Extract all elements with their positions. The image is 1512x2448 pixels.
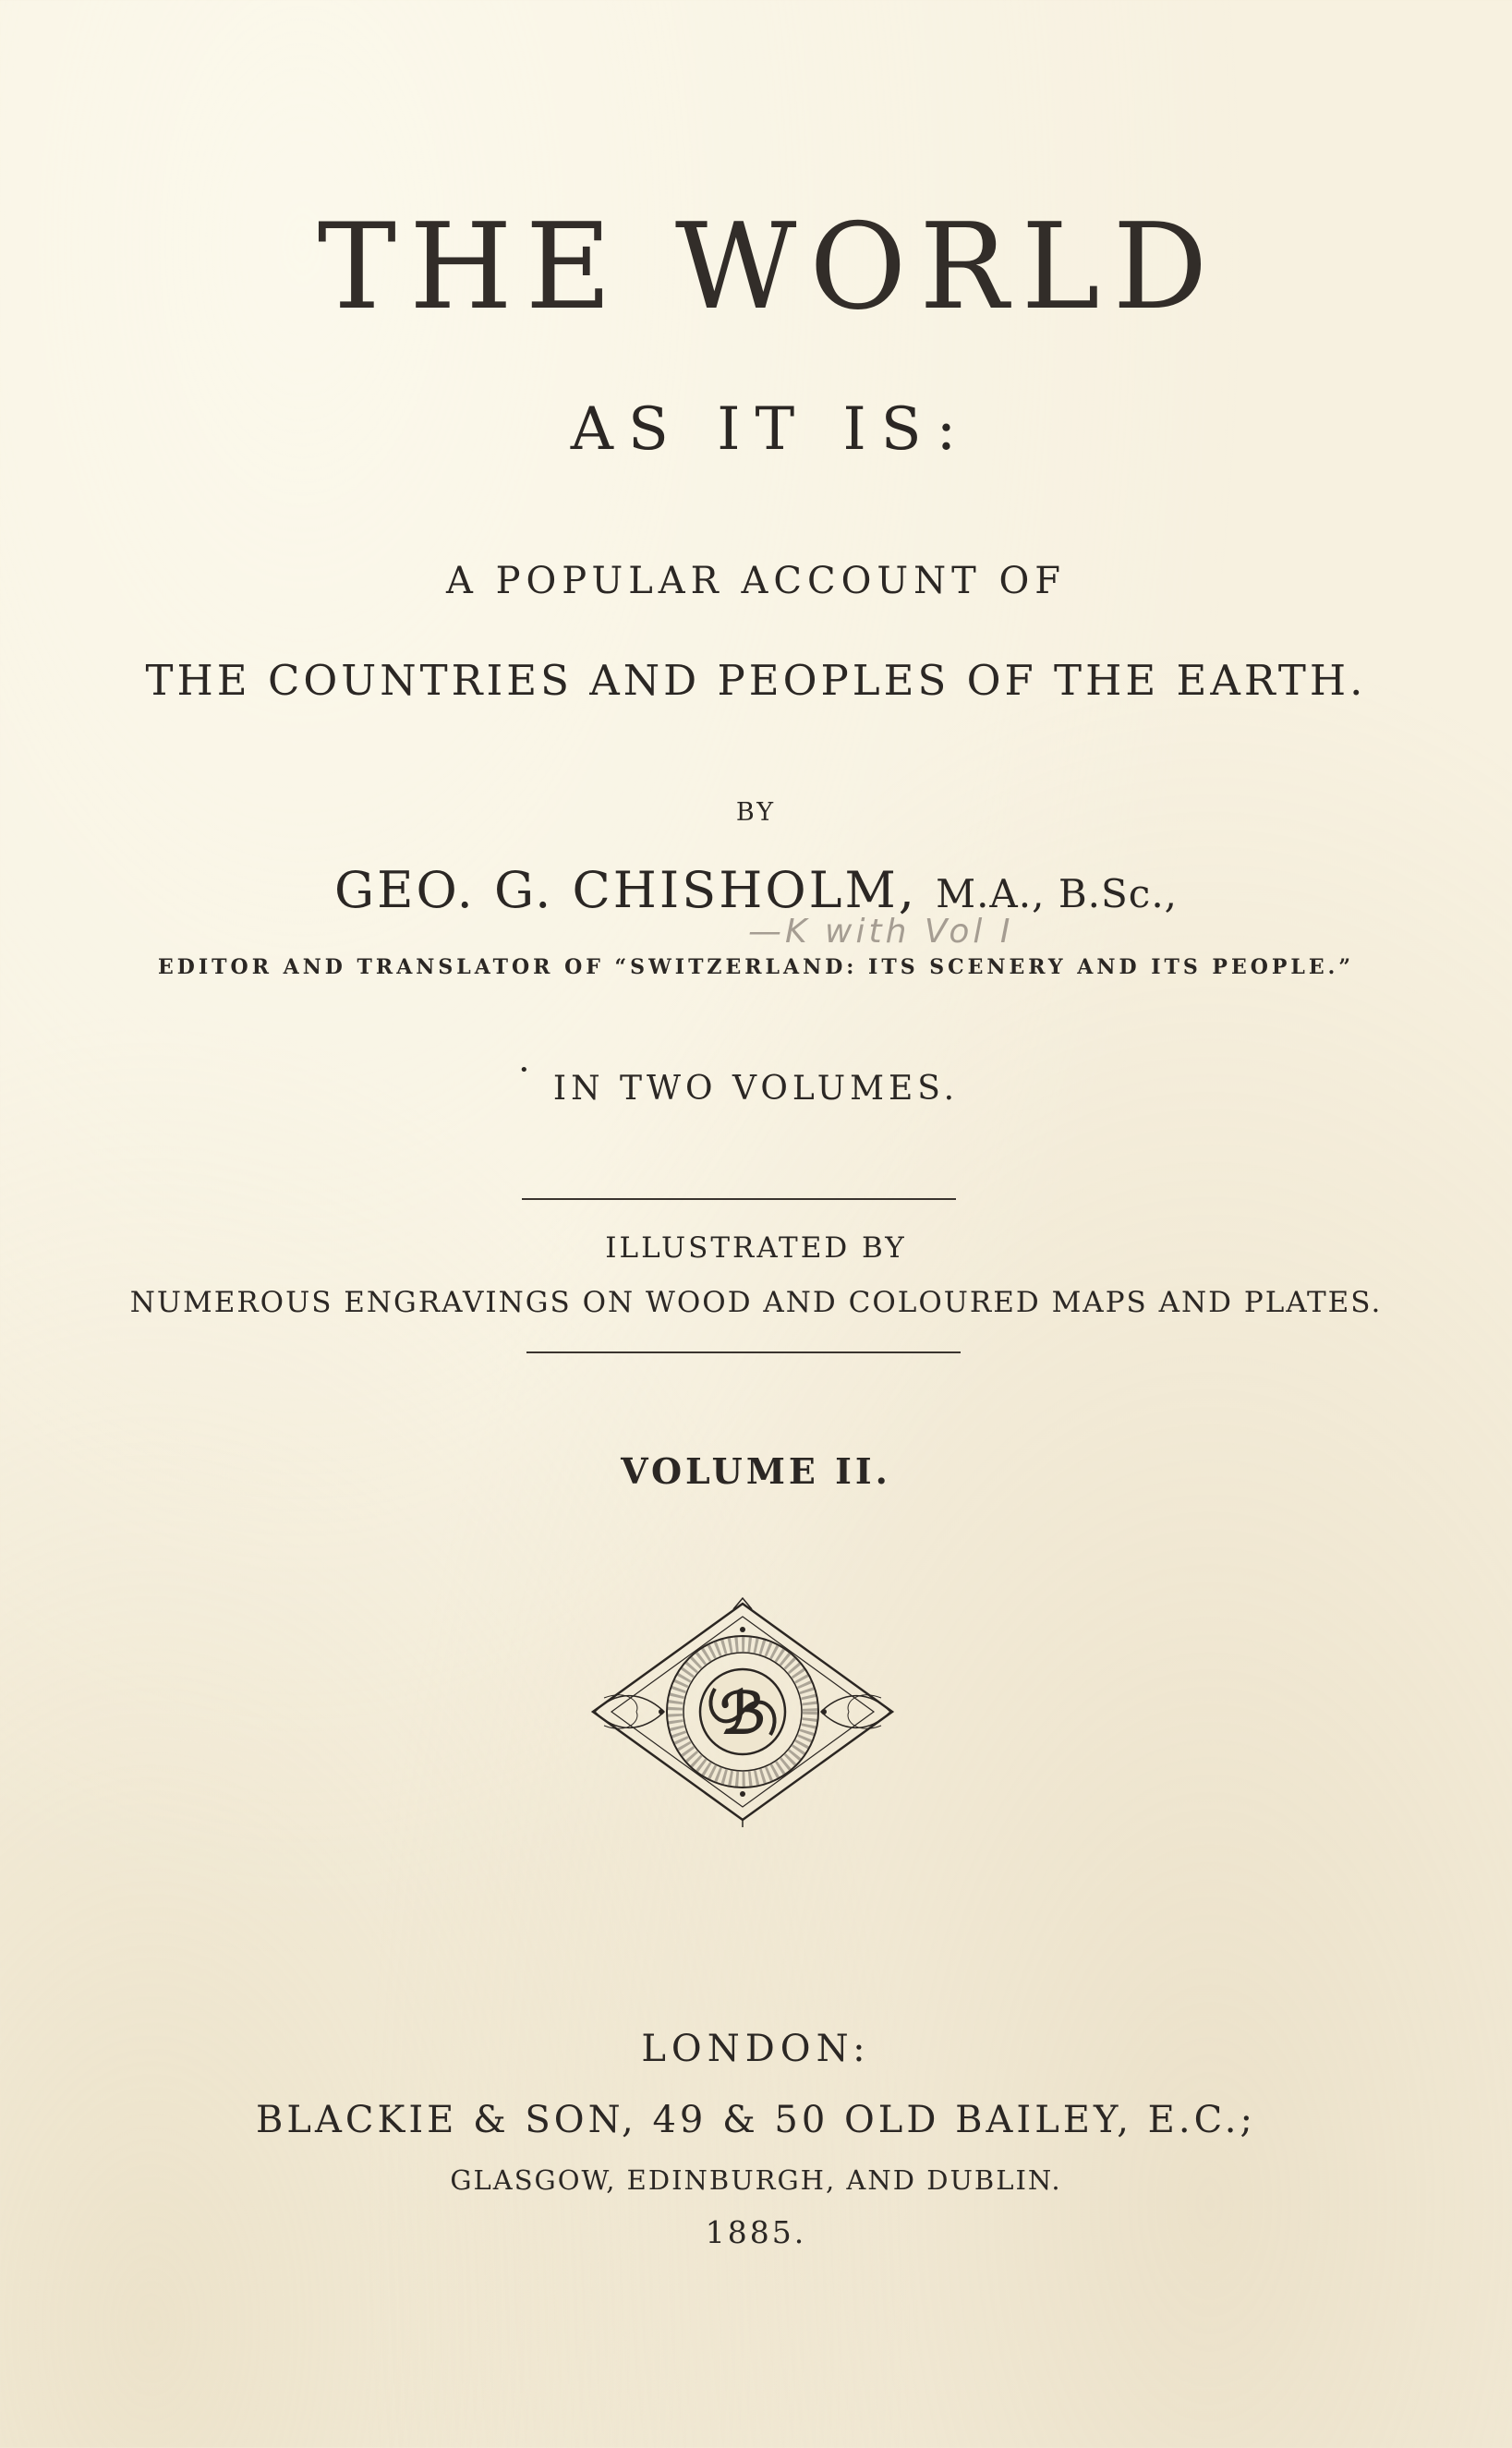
author-credit: EDITOR AND TRANSLATOR OF “SWITZERLAND: ITS SCENERY AND ITS PEOPLE.” xyxy=(158,955,1354,979)
by-label: BY xyxy=(735,798,777,827)
book-title: THE WORLD xyxy=(317,199,1221,336)
description-line-1: A POPULAR ACCOUNT OF xyxy=(445,560,1067,602)
publisher-emblem-icon xyxy=(586,1596,900,1827)
volumes-note: IN TWO VOLUMES. xyxy=(552,1070,960,1108)
imprint-publisher: BLACKIE & SON, 49 & 50 OLD BAILEY, E.C.; xyxy=(256,2099,1256,2141)
bullet-mark: • xyxy=(519,1060,529,1080)
volume-number: VOLUME II. xyxy=(621,1450,891,1492)
author-degrees: M.A., B.Sc., xyxy=(936,871,1179,916)
imprint-locations: GLASGOW, EDINBURGH, AND DUBLIN. xyxy=(450,2164,1062,2196)
illustrated-by-label: ILLUSTRATED BY xyxy=(605,1231,907,1265)
description-line-2: THE COUNTRIES AND PEOPLES OF THE EARTH. xyxy=(145,656,1367,705)
imprint-city: LONDON: xyxy=(641,2028,871,2070)
book-subtitle: AS IT IS: xyxy=(570,395,972,464)
svg-text:ℬ: ℬ xyxy=(720,1679,766,1747)
author-line xyxy=(0,861,1512,919)
imprint-year: 1885. xyxy=(705,2214,807,2250)
handwritten-annotation: —K with Vol I xyxy=(748,913,1014,951)
divider-rule-top xyxy=(522,1198,956,1200)
divider-rule-bottom xyxy=(526,1351,961,1353)
author-name: GEO. G. CHISHOLM, xyxy=(333,861,917,919)
illustrations-description: NUMEROUS ENGRAVINGS ON WOOD AND COLOURED MAPS AND PLATES. xyxy=(129,1286,1383,1319)
